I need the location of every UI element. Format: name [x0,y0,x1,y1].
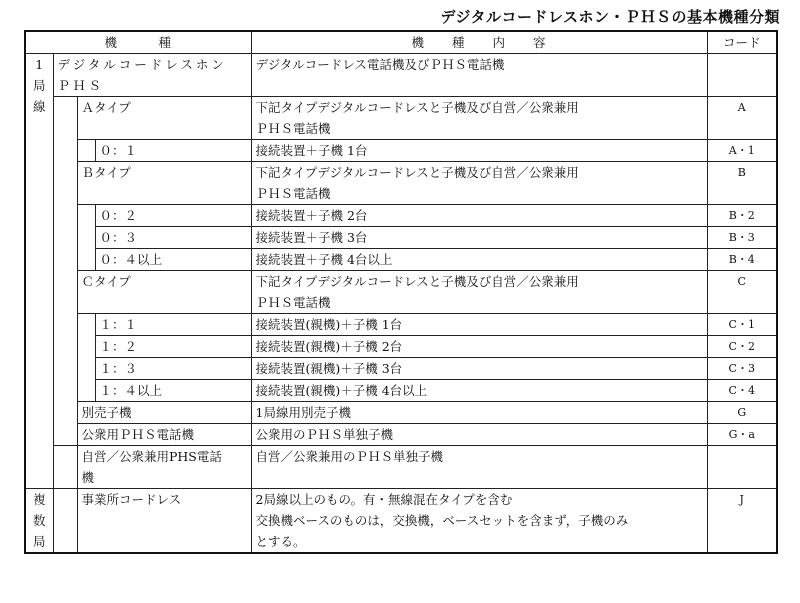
indent-cell [77,314,95,402]
content-cell: 下記タイプデジタルコードレスと子機及び自営／公衆兼用 ＰＨＳ電話機 [251,97,707,140]
classification-table [24,30,778,554]
content-cell: 公衆用のＰＨＳ単独子機 [251,424,707,446]
table-row [25,402,777,424]
content-cell: 接続装置＋子機 4台以上 [251,249,707,271]
table-row [25,249,777,271]
kind-cell: 事業所コードレス [77,489,251,554]
code-cell: B [707,162,777,205]
indent-cell [53,446,77,489]
indent-cell [53,97,77,446]
content-cell: 接続装置＋子機 2台 [251,205,707,227]
table-row [25,162,777,205]
category-char: 局 [32,534,46,549]
category-char: 線 [32,99,46,114]
code-cell: G・a [707,424,777,446]
content-cell: 接続装置＋子機 1台 [251,140,707,162]
category-char: 数 [32,513,46,528]
table-row [25,314,777,336]
content-cell: 接続装置(親機)＋子機 2台 [251,336,707,358]
code-cell: C・4 [707,380,777,402]
code-cell: C・2 [707,336,777,358]
kind-cell: １：２ [95,336,251,358]
indent-cell [77,140,95,162]
code-cell: A [707,97,777,140]
kind-cell: 公衆用ＰＨＳ電話機 [77,424,251,446]
indent-cell [77,205,95,271]
kind-cell: ０：３ [95,227,251,249]
header-code: コード [707,31,777,54]
kind-cell: １：１ [95,314,251,336]
table-row [25,271,777,314]
code-cell [707,54,777,97]
code-cell: C [707,271,777,314]
table-row [25,380,777,402]
kind-cell: デジタルコードレスホン ＰＨＳ [53,54,251,97]
content-cell: 2局線以上のもの。有・無線混在タイプを含む 交換機ベースのものは，交換機，ベースセットを含まず，子機のみ とする。 [251,489,707,554]
document-title: デジタルコードレスホン・ＰＨＳの基本機種分類 [440,8,780,26]
table-row [25,358,777,380]
content-cell: 自営／公衆兼用のＰＨＳ単独子機 [251,446,707,489]
kind-cell: １：４以上 [95,380,251,402]
kind-cell: ０：１ [95,140,251,162]
code-cell: B・2 [707,205,777,227]
code-cell: A・1 [707,140,777,162]
content-cell: 接続装置(親機)＋子機 1台 [251,314,707,336]
kind-cell: Ｂタイプ [77,162,251,205]
indent-cell [53,489,77,554]
table-row [25,489,777,554]
kind-cell: ０：４以上 [95,249,251,271]
table-row [25,336,777,358]
content-cell: 下記タイプデジタルコードレスと子機及び自営／公衆兼用 ＰＨＳ電話機 [251,162,707,205]
table-row [25,424,777,446]
code-cell [707,446,777,489]
code-cell: G [707,402,777,424]
kind-cell: Ａタイプ [77,97,251,140]
table-row [25,97,777,140]
table-row [25,446,777,489]
code-cell: C・3 [707,358,777,380]
table-row [25,205,777,227]
category-char: 複 [32,492,46,507]
code-cell: B・3 [707,227,777,249]
table-row [25,140,777,162]
category-char: 1 [35,57,44,72]
code-cell: B・4 [707,249,777,271]
content-cell: 1局線用別売子機 [251,402,707,424]
table-row [25,54,777,97]
category-multi-line [25,489,53,554]
kind-cell: 別売子機 [77,402,251,424]
kind-cell: ０：２ [95,205,251,227]
kind-cell: Ｃタイプ [77,271,251,314]
kind-cell: 自営／公衆兼用PHS電話 機 [77,446,251,489]
table-row [25,227,777,249]
content-cell: 接続装置(親機)＋子機 3台 [251,358,707,380]
kind-cell: １：３ [95,358,251,380]
code-cell: J [707,489,777,554]
header-content: 機 種 内 容 [251,31,707,54]
content-cell: 下記タイプデジタルコードレスと子機及び自営／公衆兼用 ＰＨＳ電話機 [251,271,707,314]
code-cell: C・1 [707,314,777,336]
header-kind: 機 種 [25,31,251,54]
category-single-line [25,54,53,489]
content-cell: 接続装置＋子機 3台 [251,227,707,249]
category-char: 局 [32,78,46,93]
content-cell: デジタルコードレス電話機及びＰＨＳ電話機 [251,54,707,97]
header-row [25,31,777,54]
content-cell: 接続装置(親機)＋子機 4台以上 [251,380,707,402]
